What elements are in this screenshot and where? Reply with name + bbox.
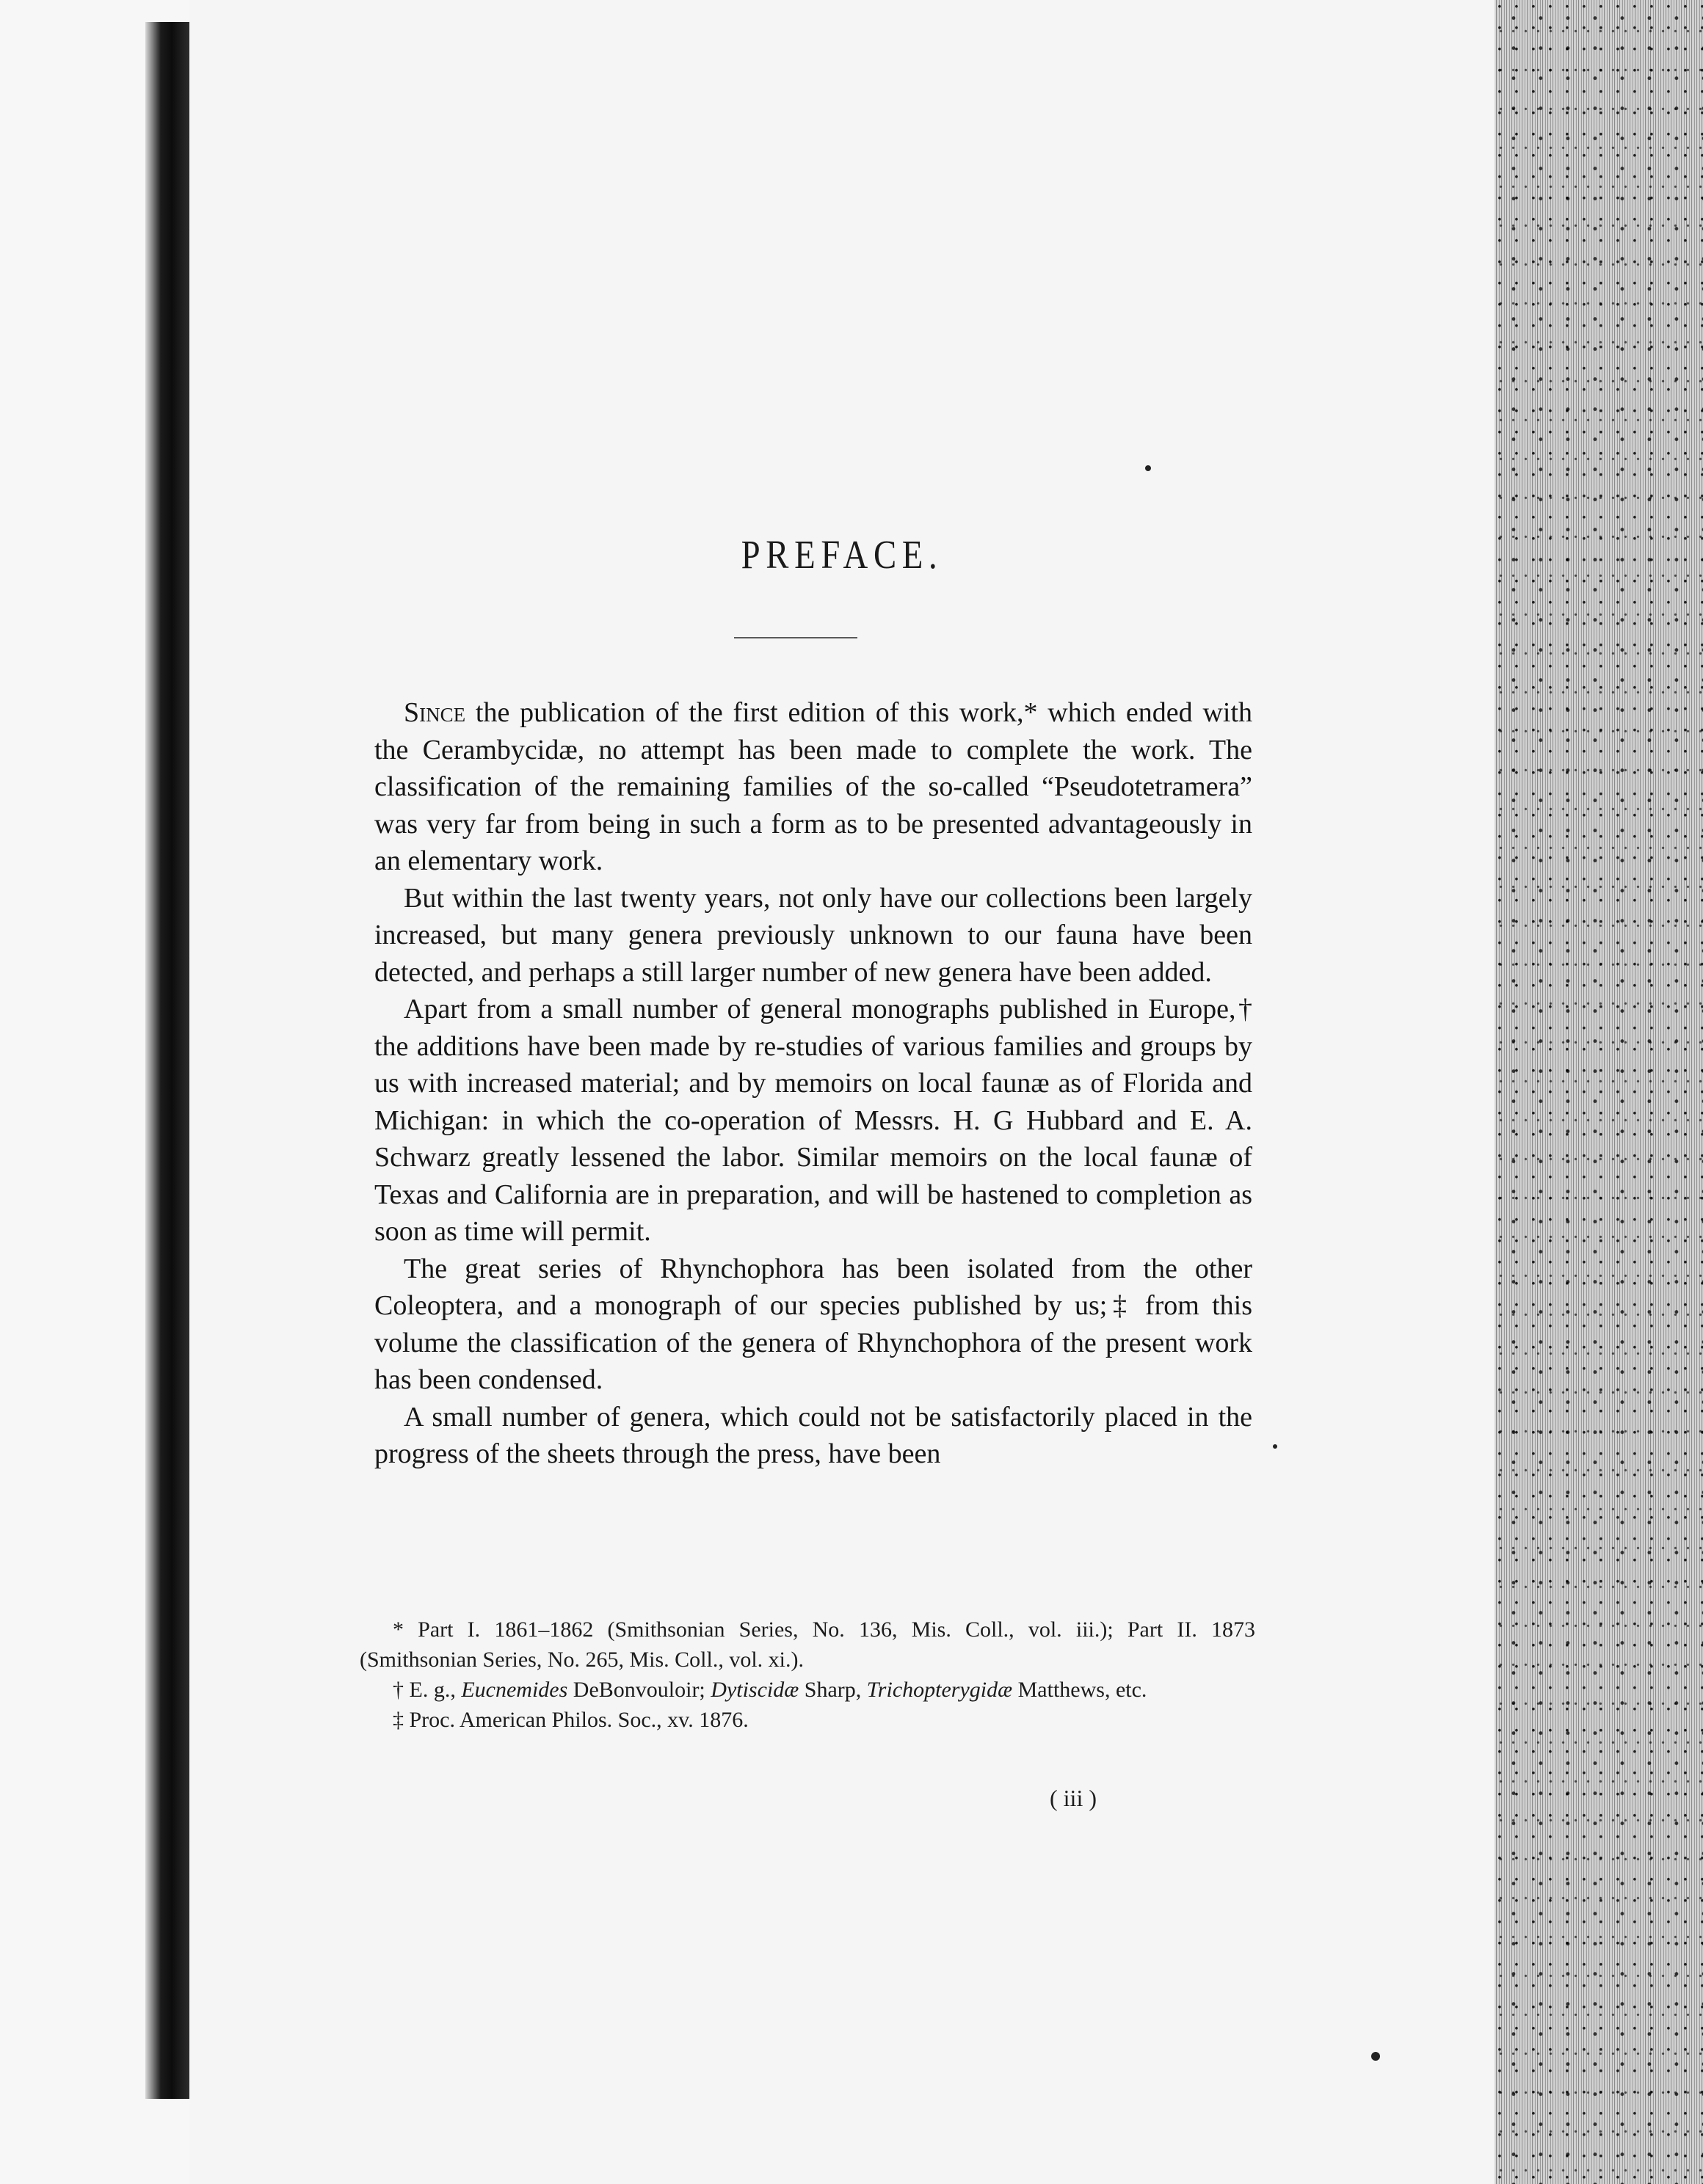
footnote-2-author-3: Matthews, etc. [1017,1678,1147,1702]
paragraph-1-lead: Since [404,697,466,728]
footnotes [360,1615,1255,1735]
ink-speck [1145,465,1151,471]
page-title: PREFACE. [741,532,943,577]
paragraph-1-text: the publication of the first edition of this work,* which ended with the Cerambycidæ, no attempt has been made to complete the work. The classification of the remaining families of the so-called “Pseudotetramera” was very far from being in such a form as to be presented advantageously in an elementary work. [374,697,1252,876]
footnote-1: * Part I. 1861–1862 (Smithsonian Series, No. 136, Mis. Coll., vol. iii.); Part II. 1873 (Smithsonian Series, No. 265, Mis. Coll., vol. xi.). [360,1617,1255,1672]
footnote-3: ‡ Proc. American Philos. Soc., xv. 1876. [393,1708,749,1732]
title-rule [734,637,857,638]
page-number: ( iii ) [1050,1785,1097,1811]
paragraph-2: But within the last twenty years, not only have our collections been largely increased, but many genera previously unknown to our fauna have been detected, and perhaps a still larger number of new genera have been added. [374,882,1252,988]
page-stack-edge [1495,0,1703,2184]
footnote-2-dytiscidae: Dytiscidæ [711,1678,799,1702]
ink-speck [1371,2052,1380,2061]
paragraph-1 [374,694,1252,880]
book-gutter [145,22,189,2099]
paragraph-3: Apart from a small number of general monographs published in Europe,† the additions have been made by re-studies of various families and groups by us with increased material; and by memoirs on local faunæ as of Florida and Michigan: in which the co-operation of Messrs. H. G Hubbard and E. A. Schwarz greatly lessened the labor. Similar memoirs on the local faunæ of Texas and California are in preparation, and will be hastened to completion as soon as time will permit. [374,994,1252,1247]
footnote-2-lead: † E. g., [393,1678,456,1702]
footnote-2-trichopterygidae: Trichopterygidæ [866,1678,1013,1702]
footnote-2-author-1: DeBonvouloir; [573,1678,705,1702]
footnote-2-author-2: Sharp, [804,1678,862,1702]
ink-speck [1273,1444,1277,1449]
footnote-2-eucnemides: Eucnemides [461,1678,568,1702]
paragraph-5: A small number of genera, which could not be satisfactorily placed in the progress of the sheets through the press, have been [374,1401,1252,1469]
preface-body [374,694,1252,1473]
paragraph-4: The great series of Rhynchophora has been isolated from the other Coleoptera, and a monograph of our species published by us;‡ from this volume the classification of the genera of Rhynchophora of the present work has been condensed. [374,1253,1252,1395]
footnote-2 [360,1675,1255,1705]
